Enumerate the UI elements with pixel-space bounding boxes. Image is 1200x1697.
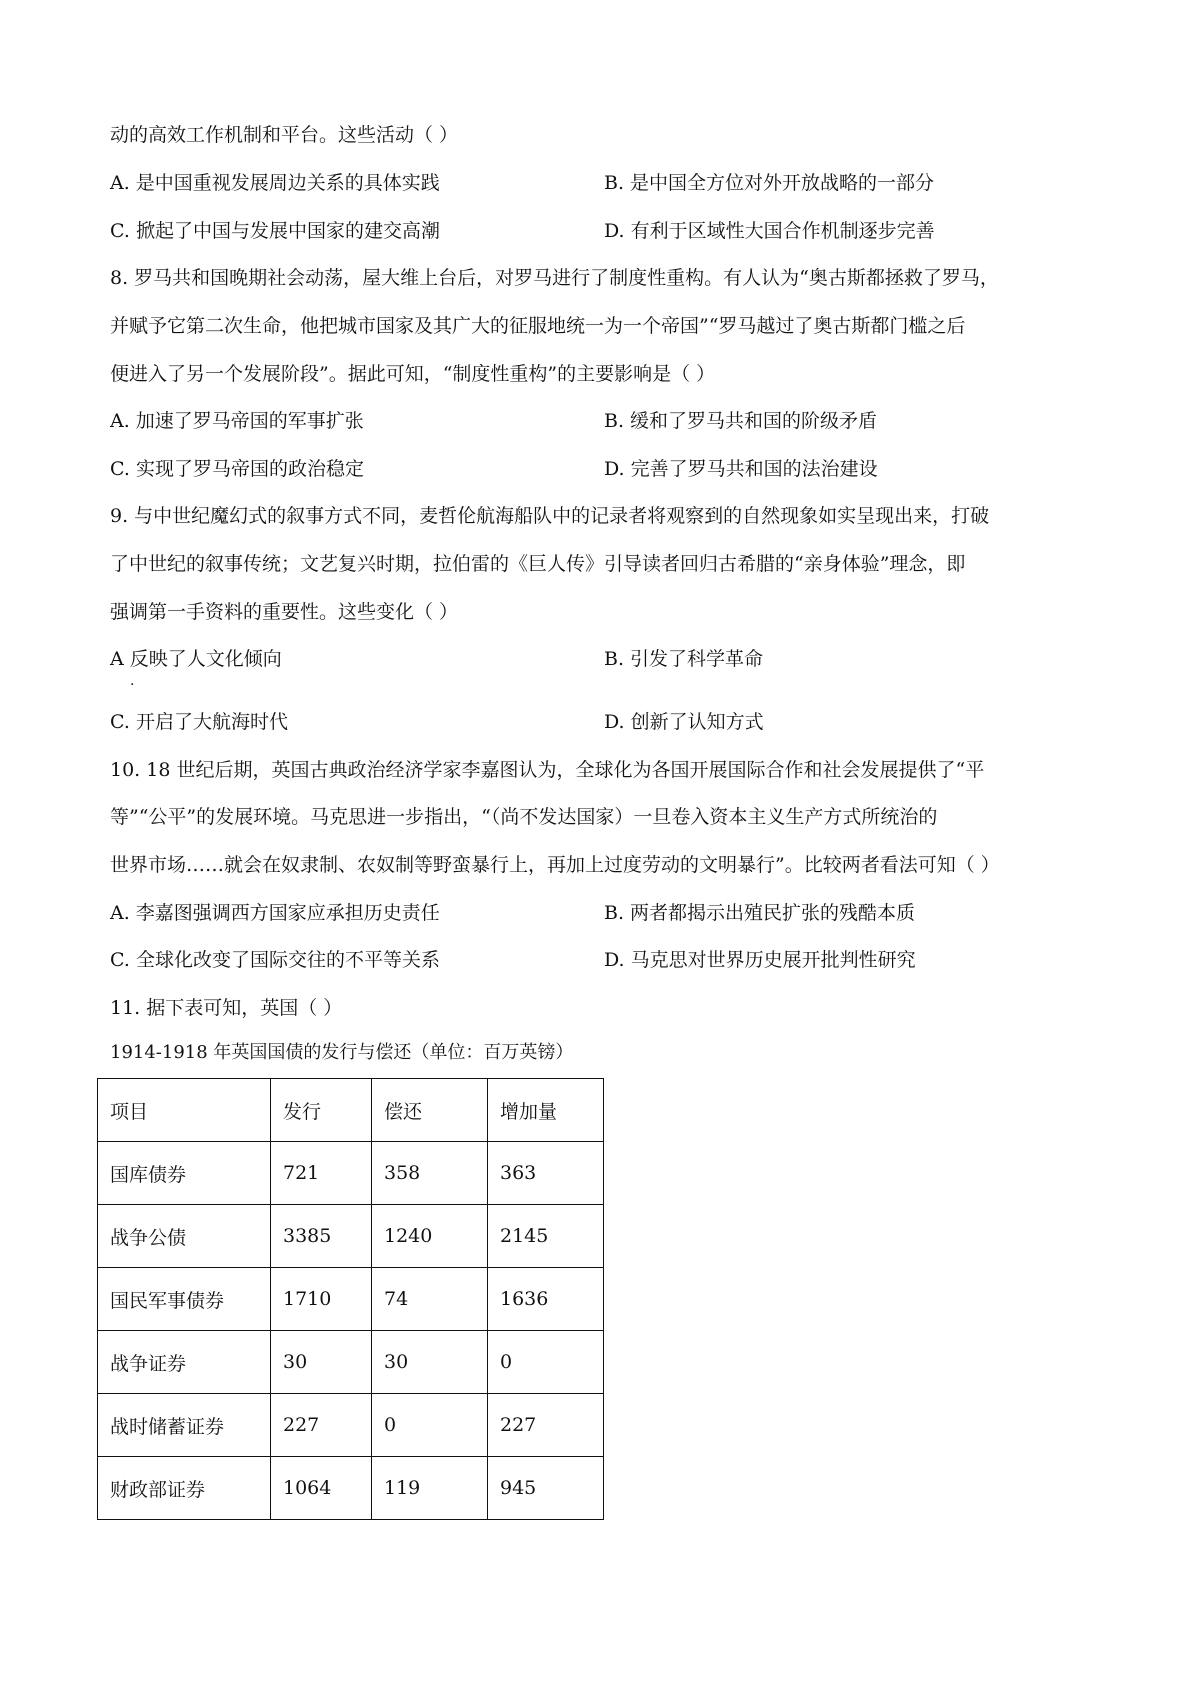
table-header-cell: 偿还	[372, 1079, 488, 1142]
table-cell: 1064	[271, 1457, 372, 1520]
q8-option-c: C. 实现了罗马帝国的政治稳定	[110, 458, 364, 480]
q10-option-c: C. 全球化改变了国际交往的不平等关系	[110, 949, 440, 971]
q8-stem-line-1: 8. 罗马共和国晚期社会动荡，屋大维上台后，对罗马进行了制度性重构。有人认为“奥古斯都拯救了罗马，	[110, 267, 999, 289]
q9-stem-line-3: 强调第一手资料的重要性。这些变化（ ）	[110, 601, 459, 623]
table-row	[98, 1331, 604, 1394]
table-cell: 721	[271, 1142, 372, 1205]
table-cell: 227	[488, 1394, 604, 1457]
table-cell: 363	[488, 1142, 604, 1205]
table-cell: 0	[372, 1394, 488, 1457]
table-row	[98, 1457, 604, 1520]
table-cell: 1240	[372, 1205, 488, 1268]
q7-stem-line: 动的高效工作机制和平台。这些活动（ ）	[110, 124, 459, 146]
table-header-cell: 项目	[98, 1079, 271, 1142]
table-cell: 财政部证券	[98, 1457, 271, 1520]
q7-option-b: B. 是中国全方位对外开放战略的一部分	[604, 172, 935, 194]
q8-option-a: A. 加速了罗马帝国的军事扩张	[110, 410, 364, 432]
table-cell: 30	[372, 1331, 488, 1394]
q8-option-d: D. 完善了罗马共和国的法治建设	[604, 458, 878, 480]
debt-table	[97, 1078, 604, 1520]
q8-stem-line-3: 便进入了另一个发展阶段”。据此可知，“制度性重构”的主要影响是（ ）	[110, 363, 716, 385]
table-cell: 119	[372, 1457, 488, 1520]
q9-stem-line-1: 9. 与中世纪魔幻式的叙事方式不同，麦哲伦航海船队中的记录者将观察到的自然现象如实呈现出来，打破	[110, 505, 990, 527]
q8-option-b: B. 缓和了罗马共和国的阶级矛盾	[604, 410, 878, 432]
table-header-cell: 增加量	[488, 1079, 604, 1142]
table-header-row	[98, 1079, 604, 1142]
table-cell: 74	[372, 1268, 488, 1331]
table-cell: 战争公债	[98, 1205, 271, 1268]
q9-stem-line-2: 了中世纪的叙事传统；文艺复兴时期，拉伯雷的《巨人传》引导读者回归古希腊的“亲身体验”理念，即	[110, 553, 966, 575]
q10-option-b: B. 两者都揭示出殖民扩张的残酷本质	[604, 902, 916, 924]
q11-stem-line: 11. 据下表可知，英国（ ）	[110, 997, 343, 1019]
table-cell: 战争证券	[98, 1331, 271, 1394]
table-cell: 227	[271, 1394, 372, 1457]
q10-stem-line-1: 10. 18 世纪后期，英国古典政治经济学家李嘉图认为，全球化为各国开展国际合作和社会发展提供了“平	[110, 759, 985, 781]
table-cell: 0	[488, 1331, 604, 1394]
q10-option-d: D. 马克思对世界历史展开批判性研究	[604, 949, 916, 971]
table-cell: 30	[271, 1331, 372, 1394]
table-caption: 1914-1918 年英国国债的发行与偿还（单位：百万英镑）	[110, 1042, 574, 1063]
table-cell: 945	[488, 1457, 604, 1520]
q9-option-c: C. 开启了大航海时代	[110, 711, 288, 733]
q10-stem-line-3: 世界市场……就会在奴隶制、农奴制等野蛮暴行上，再加上过度劳动的文明暴行”。比较两者看法可知（ ）	[110, 854, 1000, 876]
q7-option-d: D. 有利于区域性大国合作机制逐步完善	[604, 220, 935, 242]
table-cell: 2145	[488, 1205, 604, 1268]
q9-option-b: B. 引发了科学革命	[604, 648, 764, 670]
q8-stem-line-2: 并赋予它第二次生命，他把城市国家及其广大的征服地统一为一个帝国”“罗马越过了奥古斯都门槛之后	[110, 315, 966, 337]
q10-stem-line-2: 等”“公平”的发展环境。马克思进一步指出，“（尚不发达国家）一旦卷入资本主义生产方式所统治的	[110, 806, 938, 828]
q9-option-d: D. 创新了认知方式	[604, 711, 764, 733]
table-cell: 358	[372, 1142, 488, 1205]
table-cell: 战时储蓄证券	[98, 1394, 271, 1457]
q7-option-a: A. 是中国重视发展周边关系的具体实践	[110, 172, 440, 194]
q9-option-a: A 反映了人文化倾向	[110, 648, 282, 670]
table-cell: 1636	[488, 1268, 604, 1331]
table-row	[98, 1394, 604, 1457]
table-row	[98, 1205, 604, 1268]
table-cell: 国库债券	[98, 1142, 271, 1205]
q10-option-a: A. 李嘉图强调西方国家应承担历史责任	[110, 902, 440, 924]
table-cell: 1710	[271, 1268, 372, 1331]
table-cell: 国民军事债券	[98, 1268, 271, 1331]
table-row	[98, 1268, 604, 1331]
table-cell: 3385	[271, 1205, 372, 1268]
q9-option-a-dot: .	[130, 673, 135, 689]
q7-option-c: C. 掀起了中国与发展中国家的建交高潮	[110, 220, 440, 242]
table-header-cell: 发行	[271, 1079, 372, 1142]
table-row	[98, 1142, 604, 1205]
